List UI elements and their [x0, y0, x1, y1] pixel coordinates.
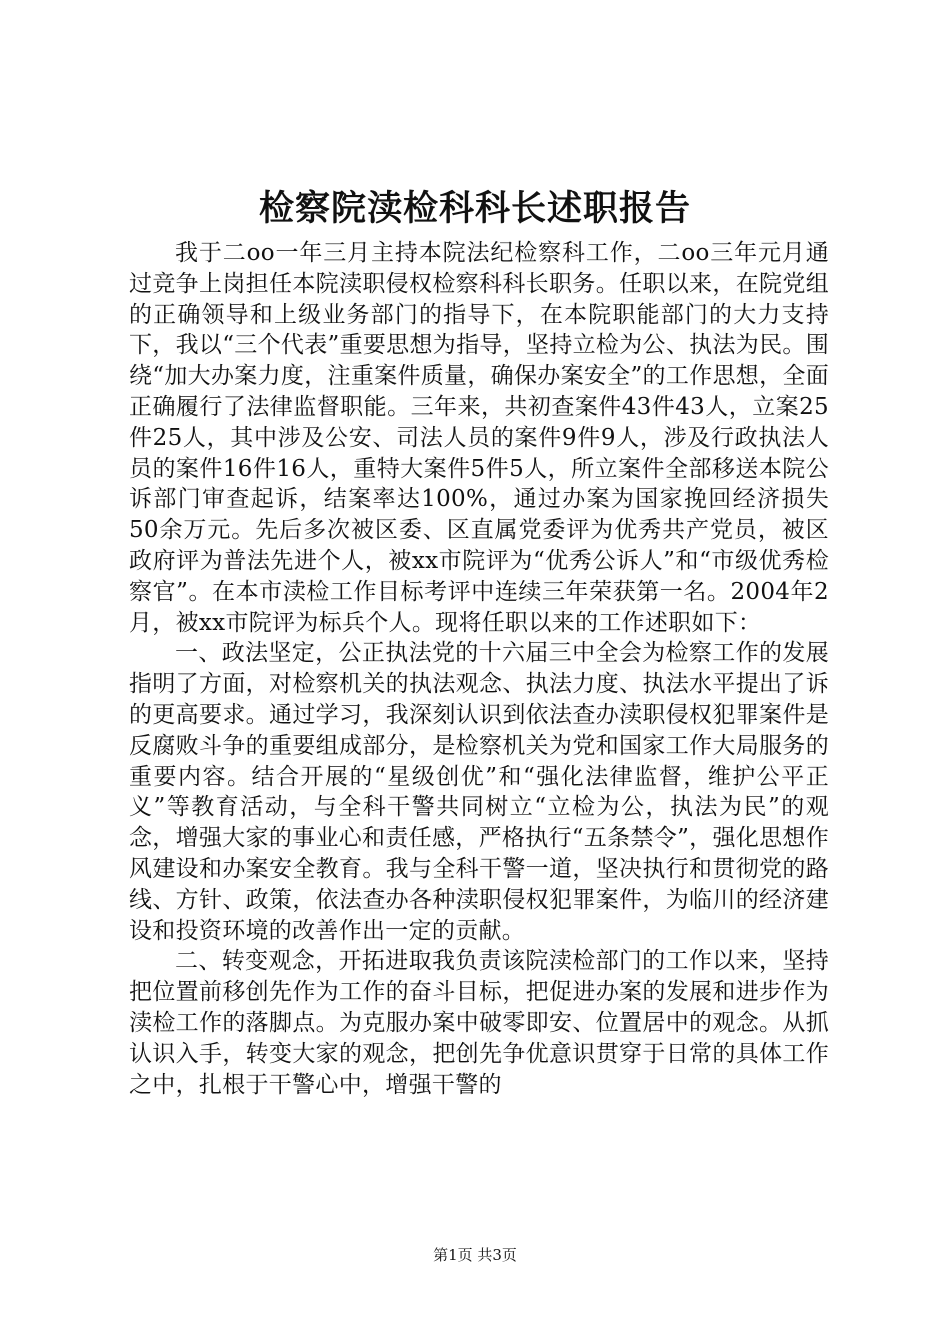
paragraph-intro: 我于二oo一年三月主持本院法纪检察科工作，二oo三年元月通过竞争上岗担任本院渎职侵权检察科科长职务。任职以来，在院党组的正确领导和上级业务部门的指导下，在本院职能部门的大力支持下，我以“三个代表”重要思想为指导，坚持立检为公、执法为民。围绕“加大办案力度，注重案件质量，确保办案安全”的工作思想，全面正确履行了法律监督职能。三年来，共初查案件43件43人，立案25件25人，其中涉及公安、司法人员的案件9件9人，涉及行政执法人员的案件16件16人，重特大案件5件5人，所立案件全部移送本院公诉部门审查起诉，结案率达100%，通过办案为国家挽回经济损失50余万元。先后多次被区委、区直属党委评为优秀共产党员，被区政府评为普法先进个人，被xx市院评为“优秀公诉人”和“市级优秀检察官”。在本市渎检工作目标考评中连续三年荣获第一名。2004年2月，被xx市院评为标兵个人。现将任职以来的工作述职如下： — [129, 240, 829, 636]
page-footer: 第1页 共3页 — [433, 1246, 517, 1264]
document-title: 检察院渎检科科长述职报告 — [258, 188, 691, 229]
paragraph-section-2: 二、转变观念，开拓进取我负责该院渎检部门的工作以来，坚持把位置前移创先作为工作的奋斗目标，把促进办案的发展和进步作为渎检工作的落脚点。为克服办案中破零即安、位置居中的观念。从抓认识入手，转变大家的观念，把创先争优意识贯穿于日常的具体工作之中，扎根于干警心中，增强干警的 — [129, 948, 829, 1098]
paragraph-section-1: 一、政法坚定，公正执法党的十六届三中全会为检察工作的发展指明了方面，对检察机关的执法观念、执法力度、执法水平提出了诉的更高要求。通过学习，我深刻认识到依法查办渎职侵权犯罪案件是反腐败斗争的重要组成部分，是检察机关为党和国家工作大局服务的重要内容。结合开展的“星级创优”和“强化法律监督，维护公平正义”等教育活动，与全科干警共同树立“立检为公，执法为民”的观念，增强大家的事业心和责任感，严格执行“五条禁令”，强化思想作风建设和办案安全教育。我与全科干警一道，坚决执行和贯彻党的路线、方针、政策，依法查办各种渎职侵权犯罪案件，为临川的经济建设和投资环境的改善作出一定的贡献。 — [129, 640, 829, 944]
document-body — [129, 238, 829, 1100]
